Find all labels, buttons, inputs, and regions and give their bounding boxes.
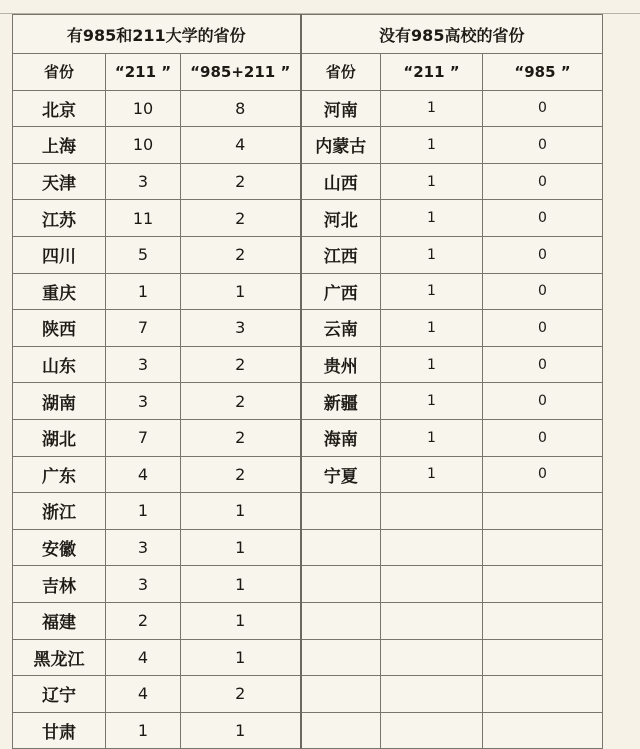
table-row bbox=[13, 602, 603, 639]
left-985-211-cell: 4 bbox=[181, 127, 301, 164]
left-211-cell: 1 bbox=[106, 493, 181, 530]
left-985-211-cell: 2 bbox=[181, 346, 301, 383]
right-211-cell bbox=[381, 639, 483, 676]
right-211-cell bbox=[381, 529, 483, 566]
left-province-cell: 甘肃 bbox=[13, 712, 106, 749]
right-985-cell: 0 bbox=[483, 90, 603, 127]
table-row bbox=[13, 163, 603, 200]
left-province-cell: 福建 bbox=[13, 602, 106, 639]
right-col-985: “985 ” bbox=[483, 54, 603, 91]
right-211-cell: 1 bbox=[381, 456, 483, 493]
left-985-211-cell: 1 bbox=[181, 529, 301, 566]
table-row bbox=[13, 529, 603, 566]
left-group-header: 有985和211大学的省份 bbox=[13, 15, 301, 54]
right-211-cell bbox=[381, 566, 483, 603]
left-col-985-211: “985+211 ” bbox=[181, 54, 301, 91]
left-985-211-cell: 2 bbox=[181, 419, 301, 456]
table-row bbox=[13, 566, 603, 603]
right-province-cell: 河北 bbox=[301, 200, 381, 237]
left-col-province: 省份 bbox=[13, 54, 106, 91]
right-985-cell bbox=[483, 712, 603, 749]
right-985-cell bbox=[483, 639, 603, 676]
right-985-cell: 0 bbox=[483, 127, 603, 164]
right-985-cell: 0 bbox=[483, 273, 603, 310]
table-row bbox=[13, 639, 603, 676]
table-row bbox=[13, 90, 603, 127]
left-211-cell: 3 bbox=[106, 566, 181, 603]
right-province-cell: 云南 bbox=[301, 310, 381, 347]
right-211-cell bbox=[381, 493, 483, 530]
right-province-cell: 广西 bbox=[301, 273, 381, 310]
left-211-cell: 10 bbox=[106, 127, 181, 164]
left-211-cell: 7 bbox=[106, 310, 181, 347]
group-header-row bbox=[13, 15, 603, 54]
left-985-211-cell: 2 bbox=[181, 163, 301, 200]
left-985-211-cell: 1 bbox=[181, 712, 301, 749]
left-211-cell: 3 bbox=[106, 529, 181, 566]
left-985-211-cell: 8 bbox=[181, 90, 301, 127]
right-985-cell: 0 bbox=[483, 419, 603, 456]
left-province-cell: 山东 bbox=[13, 346, 106, 383]
right-985-cell bbox=[483, 602, 603, 639]
right-province-cell bbox=[301, 529, 381, 566]
left-211-cell: 4 bbox=[106, 456, 181, 493]
right-211-cell: 1 bbox=[381, 310, 483, 347]
left-211-cell: 3 bbox=[106, 346, 181, 383]
right-col-province: 省份 bbox=[301, 54, 381, 91]
right-211-cell: 1 bbox=[381, 346, 483, 383]
right-province-cell: 河南 bbox=[301, 90, 381, 127]
left-211-cell: 1 bbox=[106, 273, 181, 310]
left-211-cell: 2 bbox=[106, 602, 181, 639]
left-province-cell: 上海 bbox=[13, 127, 106, 164]
right-211-cell bbox=[381, 602, 483, 639]
table-row bbox=[13, 419, 603, 456]
left-province-cell: 重庆 bbox=[13, 273, 106, 310]
right-211-cell: 1 bbox=[381, 419, 483, 456]
right-985-cell: 0 bbox=[483, 200, 603, 237]
right-211-cell: 1 bbox=[381, 383, 483, 420]
right-province-cell: 宁夏 bbox=[301, 456, 381, 493]
right-province-cell bbox=[301, 712, 381, 749]
left-211-cell: 11 bbox=[106, 200, 181, 237]
right-211-cell: 1 bbox=[381, 200, 483, 237]
right-211-cell: 1 bbox=[381, 127, 483, 164]
table-row bbox=[13, 493, 603, 530]
left-province-cell: 天津 bbox=[13, 163, 106, 200]
left-province-cell: 四川 bbox=[13, 236, 106, 273]
right-group-header: 没有985高校的省份 bbox=[301, 15, 603, 54]
right-211-cell bbox=[381, 676, 483, 713]
left-985-211-cell: 2 bbox=[181, 200, 301, 237]
table-row bbox=[13, 383, 603, 420]
left-211-cell: 4 bbox=[106, 676, 181, 713]
right-985-cell: 0 bbox=[483, 310, 603, 347]
left-province-cell: 湖北 bbox=[13, 419, 106, 456]
right-province-cell: 海南 bbox=[301, 419, 381, 456]
right-985-cell: 0 bbox=[483, 236, 603, 273]
right-province-cell: 新疆 bbox=[301, 383, 381, 420]
table-row bbox=[13, 200, 603, 237]
left-985-211-cell: 1 bbox=[181, 602, 301, 639]
column-header-row bbox=[13, 54, 603, 91]
left-985-211-cell: 1 bbox=[181, 493, 301, 530]
left-211-cell: 10 bbox=[106, 90, 181, 127]
right-985-cell bbox=[483, 529, 603, 566]
left-col-211: “211 ” bbox=[106, 54, 181, 91]
right-985-cell: 0 bbox=[483, 383, 603, 420]
table-row bbox=[13, 236, 603, 273]
left-211-cell: 1 bbox=[106, 712, 181, 749]
left-985-211-cell: 1 bbox=[181, 273, 301, 310]
left-province-cell: 浙江 bbox=[13, 493, 106, 530]
universities-by-province-table bbox=[12, 14, 603, 749]
right-province-cell bbox=[301, 493, 381, 530]
left-province-cell: 江苏 bbox=[13, 200, 106, 237]
right-col-211: “211 ” bbox=[381, 54, 483, 91]
left-province-cell: 辽宁 bbox=[13, 676, 106, 713]
table-row bbox=[13, 712, 603, 749]
right-211-cell: 1 bbox=[381, 273, 483, 310]
left-province-cell: 北京 bbox=[13, 90, 106, 127]
left-985-211-cell: 2 bbox=[181, 456, 301, 493]
right-211-cell: 1 bbox=[381, 90, 483, 127]
table-row bbox=[13, 346, 603, 383]
right-province-cell bbox=[301, 566, 381, 603]
right-985-cell: 0 bbox=[483, 346, 603, 383]
left-211-cell: 5 bbox=[106, 236, 181, 273]
right-985-cell bbox=[483, 493, 603, 530]
right-211-cell: 1 bbox=[381, 236, 483, 273]
left-province-cell: 广东 bbox=[13, 456, 106, 493]
right-province-cell bbox=[301, 639, 381, 676]
right-211-cell: 1 bbox=[381, 163, 483, 200]
left-211-cell: 3 bbox=[106, 163, 181, 200]
left-985-211-cell: 1 bbox=[181, 566, 301, 603]
right-985-cell bbox=[483, 566, 603, 603]
table-row bbox=[13, 127, 603, 164]
right-province-cell: 江西 bbox=[301, 236, 381, 273]
left-985-211-cell: 2 bbox=[181, 236, 301, 273]
right-province-cell bbox=[301, 602, 381, 639]
table-row bbox=[13, 456, 603, 493]
left-province-cell: 湖南 bbox=[13, 383, 106, 420]
left-province-cell: 安徽 bbox=[13, 529, 106, 566]
left-211-cell: 7 bbox=[106, 419, 181, 456]
right-211-cell bbox=[381, 712, 483, 749]
right-province-cell: 内蒙古 bbox=[301, 127, 381, 164]
left-province-cell: 黑龙江 bbox=[13, 639, 106, 676]
table-row bbox=[13, 273, 603, 310]
left-985-211-cell: 3 bbox=[181, 310, 301, 347]
left-985-211-cell: 2 bbox=[181, 383, 301, 420]
right-province-cell bbox=[301, 676, 381, 713]
right-985-cell: 0 bbox=[483, 456, 603, 493]
left-211-cell: 3 bbox=[106, 383, 181, 420]
left-province-cell: 吉林 bbox=[13, 566, 106, 603]
left-985-211-cell: 1 bbox=[181, 639, 301, 676]
table-row bbox=[13, 676, 603, 713]
right-985-cell bbox=[483, 676, 603, 713]
table-row bbox=[13, 310, 603, 347]
right-province-cell: 贵州 bbox=[301, 346, 381, 383]
left-985-211-cell: 2 bbox=[181, 676, 301, 713]
right-province-cell: 山西 bbox=[301, 163, 381, 200]
right-985-cell: 0 bbox=[483, 163, 603, 200]
left-211-cell: 4 bbox=[106, 639, 181, 676]
left-province-cell: 陕西 bbox=[13, 310, 106, 347]
